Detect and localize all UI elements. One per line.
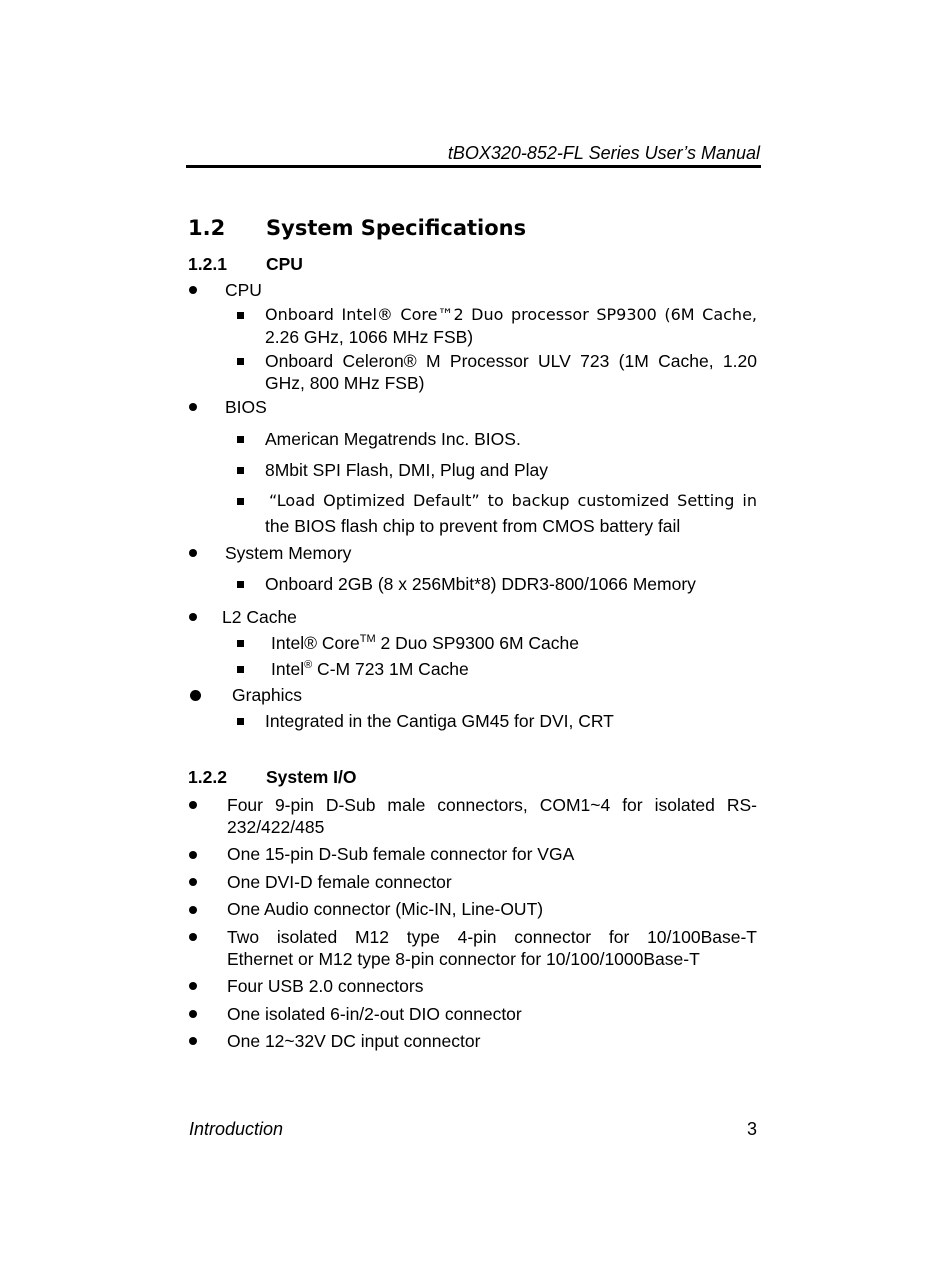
square-bullet-icon [237,718,244,725]
bullet-icon [189,549,197,557]
section-title: System Specifications [266,216,527,240]
list-item-cpu: CPU [225,280,262,300]
io-item-3: One DVI-D female connector [227,872,452,892]
running-header: tBOX320-852-FL Series User’s Manual [447,143,760,163]
bullet-icon [189,878,197,886]
cpu-item-2-line-2: GHz, 800 MHz FSB) [265,373,425,393]
bullet-icon [189,982,197,990]
subsection-number-cpu: 1.2.1 [188,254,227,274]
bullet-icon [190,690,201,701]
section-number: 1.2 [188,216,226,240]
bullet-icon [189,1010,197,1018]
subsection-title-cpu: CPU [266,254,303,274]
subsection-title-io: System I/O [266,767,357,787]
bullet-icon [189,403,197,411]
square-bullet-icon [237,640,244,647]
cpu-item-2-line-1: Onboard Celeron® M Processor ULV 723 (1M Cache, 1.20 [265,351,757,371]
io-item-5-line-2: Ethernet or M12 type 8-pin connector for 10/100/1000Base-T [227,949,700,969]
page-number: 3 [746,1119,757,1139]
list-item-l2-cache: L2 Cache [222,607,297,627]
square-bullet-icon [237,358,244,365]
io-item-4: One Audio connector (Mic-IN, Line-OUT) [227,899,544,919]
square-bullet-icon [237,498,244,505]
l2-item-2: Intel® C-M 723 1M Cache [271,659,469,679]
io-item-7: One isolated 6-in/2-out DIO connector [227,1004,522,1024]
bios-item-3-line-2: the BIOS flash chip to prevent from CMOS battery fail [265,516,681,536]
list-item-graphics: Graphics [232,685,303,705]
memory-item-1: Onboard 2GB (8 x 256Mbit*8) DDR3-800/1066 Memory [265,574,696,594]
bios-item-2: 8Mbit SPI Flash, DMI, Plug and Play [265,460,549,480]
list-item-bios: BIOS [225,397,267,417]
square-bullet-icon [237,581,244,588]
square-bullet-icon [237,666,244,673]
graphics-item-1: Integrated in the Cantiga GM45 for DVI, CRT [265,711,614,731]
cpu-item-1-line-1: Onboard Intel® Core™2 Duo processor SP9300 (6M Cache, [265,305,757,324]
cpu-item-1-line-2: 2.26 GHz, 1066 MHz FSB) [265,327,474,347]
header-rule [186,165,761,168]
square-bullet-icon [237,467,244,474]
l2-item-1: Intel® Core™ 2 Duo SP9300 6M Cache [271,633,579,653]
io-item-1-line-2: 232/422/485 [227,817,325,837]
bullet-icon [189,851,197,859]
bullet-icon [189,801,197,809]
square-bullet-icon [237,312,244,319]
io-item-5-line-1: Two isolated M12 type 4-pin connector for 10/100Base-T [227,927,757,947]
footer-chapter: Introduction [189,1119,284,1139]
square-bullet-icon [237,436,244,443]
bullet-icon [189,286,197,294]
bullet-icon [189,933,197,941]
io-item-1-line-1: Four 9-pin D-Sub male connectors, COM1~4 for isolated RS- [227,795,757,815]
io-item-6: Four USB 2.0 connectors [227,976,424,996]
list-item-system-memory: System Memory [225,543,352,563]
io-item-2: One 15-pin D-Sub female connector for VGA [227,844,575,864]
io-item-8: One 12~32V DC input connector [227,1031,481,1051]
subsection-number-io: 1.2.2 [188,767,227,787]
bullet-icon [189,1037,197,1045]
bios-item-3-line-1: “Load Optimized Default” to backup customized Setting in [269,491,757,510]
bullet-icon [189,613,197,621]
bios-item-1: American Megatrends Inc. BIOS. [265,429,521,449]
bullet-icon [189,906,197,914]
